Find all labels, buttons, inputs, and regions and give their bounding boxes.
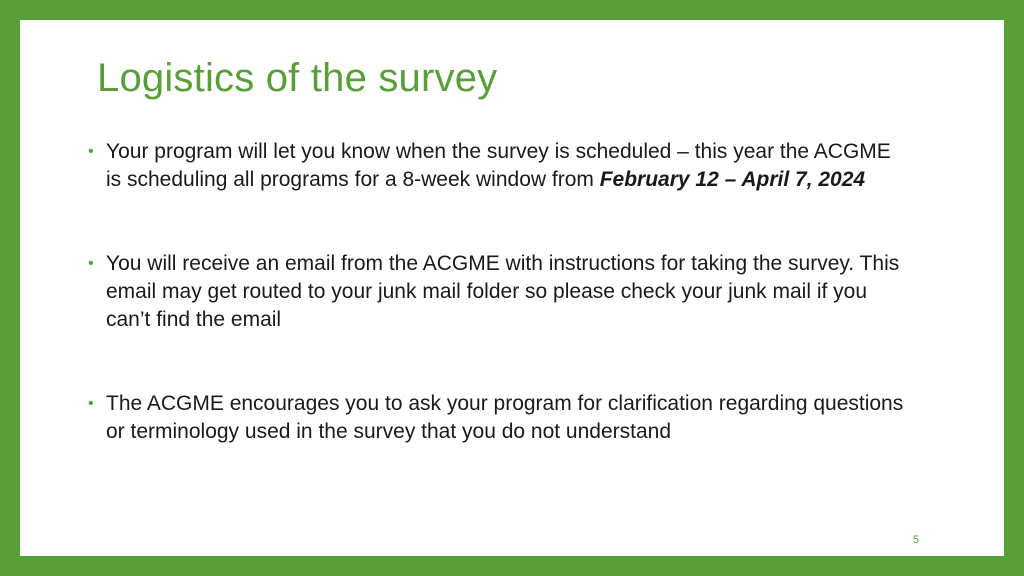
page-number: 5 [912, 534, 919, 546]
bullet-item-clarification [86, 390, 906, 446]
bullet-text: Your program will let you know when the survey is scheduled – this year the ACGME is scheduling all programs for a 8-week window from [106, 140, 891, 191]
bullet-text: The ACGME encourages you to ask your program for clarification regarding questions or terminology used in the survey that you do not understand [106, 392, 904, 443]
bullet-dot-icon: • [88, 255, 94, 272]
bullet-dot-icon: • [88, 143, 94, 160]
slide-title: Logistics of the survey [97, 56, 498, 100]
bullet-item-schedule [86, 138, 906, 194]
bullet-emphasis-dates: February 12 – April 7, 2024 [599, 168, 866, 191]
bullet-text: You will receive an email from the ACGME with instructions for taking the survey. This email may get routed to your junk mail folder so please check your junk mail if you can’t find the email [106, 252, 900, 331]
bullet-list [86, 138, 906, 446]
slide [20, 20, 1004, 556]
bullet-dot-icon: • [88, 395, 94, 412]
bullet-item-email [86, 250, 906, 334]
